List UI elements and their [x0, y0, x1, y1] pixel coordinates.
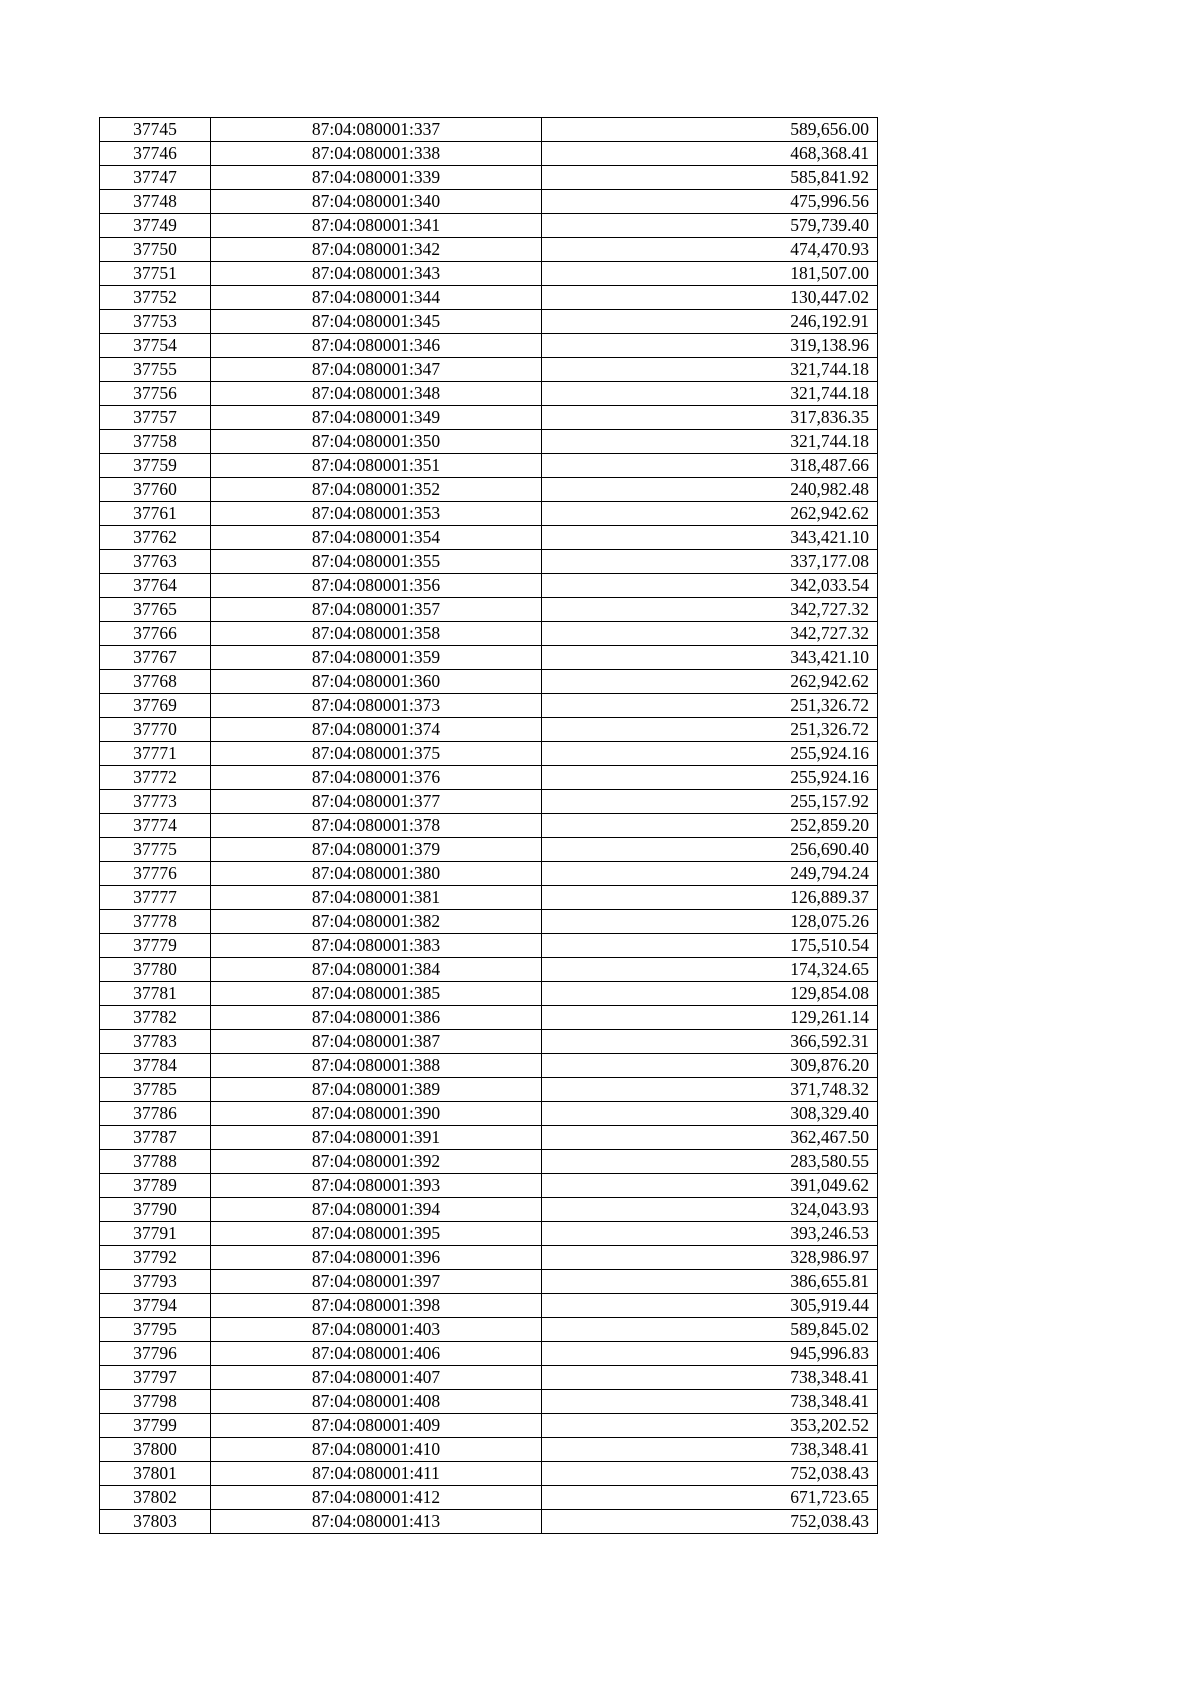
- row-number-cell: 37792: [100, 1246, 211, 1270]
- cadastral-value-cell: 366,592.31: [542, 1030, 878, 1054]
- table-row: [100, 1246, 878, 1270]
- cadastral-number-cell: 87:04:080001:340: [211, 190, 542, 214]
- cadastral-number-cell: 87:04:080001:389: [211, 1078, 542, 1102]
- row-number-cell: 37771: [100, 742, 211, 766]
- row-number-cell: 37776: [100, 862, 211, 886]
- cadastral-value-cell: 468,368.41: [542, 142, 878, 166]
- table-row: [100, 622, 878, 646]
- table-row: [100, 910, 878, 934]
- row-number-cell: 37798: [100, 1390, 211, 1414]
- cadastral-value-cell: 309,876.20: [542, 1054, 878, 1078]
- table-row: [100, 190, 878, 214]
- row-number-cell: 37750: [100, 238, 211, 262]
- table-row: [100, 550, 878, 574]
- row-number-cell: 37761: [100, 502, 211, 526]
- cadastral-number-cell: 87:04:080001:412: [211, 1486, 542, 1510]
- cadastral-value-cell: 579,739.40: [542, 214, 878, 238]
- row-number-cell: 37793: [100, 1270, 211, 1294]
- row-number-cell: 37787: [100, 1126, 211, 1150]
- table-row: [100, 1390, 878, 1414]
- table-row: [100, 1054, 878, 1078]
- cadastral-value-cell: 262,942.62: [542, 502, 878, 526]
- table-row: [100, 1174, 878, 1198]
- table-row: [100, 886, 878, 910]
- cadastral-value-cell: 128,075.26: [542, 910, 878, 934]
- cadastral-value-cell: 318,487.66: [542, 454, 878, 478]
- cadastral-value-cell: 328,986.97: [542, 1246, 878, 1270]
- table-row: [100, 766, 878, 790]
- cadastral-number-cell: 87:04:080001:339: [211, 166, 542, 190]
- table-row: [100, 502, 878, 526]
- table-row: [100, 1414, 878, 1438]
- cadastral-number-cell: 87:04:080001:360: [211, 670, 542, 694]
- table-row: [100, 1102, 878, 1126]
- table-row: [100, 1222, 878, 1246]
- cadastral-value-cell: 752,038.43: [542, 1510, 878, 1534]
- cadastral-value-cell: 255,924.16: [542, 742, 878, 766]
- cadastral-value-cell: 305,919.44: [542, 1294, 878, 1318]
- cadastral-value-cell: 308,329.40: [542, 1102, 878, 1126]
- cadastral-number-cell: 87:04:080001:347: [211, 358, 542, 382]
- cadastral-value-cell: 324,043.93: [542, 1198, 878, 1222]
- row-number-cell: 37762: [100, 526, 211, 550]
- cadastral-number-cell: 87:04:080001:388: [211, 1054, 542, 1078]
- cadastral-value-cell: 321,744.18: [542, 430, 878, 454]
- table-row: [100, 406, 878, 430]
- table-row: [100, 814, 878, 838]
- cadastral-number-cell: 87:04:080001:391: [211, 1126, 542, 1150]
- row-number-cell: 37799: [100, 1414, 211, 1438]
- cadastral-number-cell: 87:04:080001:344: [211, 286, 542, 310]
- row-number-cell: 37747: [100, 166, 211, 190]
- cadastral-value-cell: 255,924.16: [542, 766, 878, 790]
- cadastral-value-cell: 283,580.55: [542, 1150, 878, 1174]
- table-row: [100, 718, 878, 742]
- table-row: [100, 838, 878, 862]
- table-row: [100, 1438, 878, 1462]
- row-number-cell: 37760: [100, 478, 211, 502]
- cadastral-number-cell: 87:04:080001:397: [211, 1270, 542, 1294]
- cadastral-value-cell: 251,326.72: [542, 694, 878, 718]
- table-row: [100, 598, 878, 622]
- table-row: [100, 286, 878, 310]
- row-number-cell: 37746: [100, 142, 211, 166]
- cadastral-number-cell: 87:04:080001:381: [211, 886, 542, 910]
- cadastral-number-cell: 87:04:080001:359: [211, 646, 542, 670]
- row-number-cell: 37780: [100, 958, 211, 982]
- cadastral-number-cell: 87:04:080001:377: [211, 790, 542, 814]
- row-number-cell: 37745: [100, 118, 211, 142]
- cadastral-number-cell: 87:04:080001:346: [211, 334, 542, 358]
- table-row: [100, 310, 878, 334]
- cadastral-number-cell: 87:04:080001:348: [211, 382, 542, 406]
- table-row: [100, 982, 878, 1006]
- cadastral-value-cell: 343,421.10: [542, 646, 878, 670]
- cadastral-number-cell: 87:04:080001:394: [211, 1198, 542, 1222]
- row-number-cell: 37788: [100, 1150, 211, 1174]
- table-row: [100, 1126, 878, 1150]
- row-number-cell: 37770: [100, 718, 211, 742]
- cadastral-value-cell: 585,841.92: [542, 166, 878, 190]
- table-row: [100, 1198, 878, 1222]
- row-number-cell: 37757: [100, 406, 211, 430]
- table-row: [100, 670, 878, 694]
- row-number-cell: 37796: [100, 1342, 211, 1366]
- cadastral-value-cell: 319,138.96: [542, 334, 878, 358]
- cadastral-value-cell: 362,467.50: [542, 1126, 878, 1150]
- table-row: [100, 1030, 878, 1054]
- cadastral-number-cell: 87:04:080001:406: [211, 1342, 542, 1366]
- cadastral-value-cell: 475,996.56: [542, 190, 878, 214]
- table-row: [100, 118, 878, 142]
- row-number-cell: 37752: [100, 286, 211, 310]
- table-row: [100, 214, 878, 238]
- table-row: [100, 238, 878, 262]
- cadastral-value-cell: 174,324.65: [542, 958, 878, 982]
- cadastral-number-cell: 87:04:080001:353: [211, 502, 542, 526]
- cadastral-value-cell: 738,348.41: [542, 1438, 878, 1462]
- cadastral-number-cell: 87:04:080001:355: [211, 550, 542, 574]
- cadastral-number-cell: 87:04:080001:386: [211, 1006, 542, 1030]
- table-row: [100, 142, 878, 166]
- cadastral-number-cell: 87:04:080001:352: [211, 478, 542, 502]
- row-number-cell: 37801: [100, 1462, 211, 1486]
- cadastral-value-cell: 337,177.08: [542, 550, 878, 574]
- row-number-cell: 37794: [100, 1294, 211, 1318]
- cadastral-value-cell: 589,845.02: [542, 1318, 878, 1342]
- row-number-cell: 37774: [100, 814, 211, 838]
- cadastral-number-cell: 87:04:080001:409: [211, 1414, 542, 1438]
- row-number-cell: 37784: [100, 1054, 211, 1078]
- table-row: [100, 694, 878, 718]
- cadastral-value-cell: 256,690.40: [542, 838, 878, 862]
- cadastral-number-cell: 87:04:080001:375: [211, 742, 542, 766]
- table-row: [100, 1078, 878, 1102]
- row-number-cell: 37749: [100, 214, 211, 238]
- cadastral-number-cell: 87:04:080001:378: [211, 814, 542, 838]
- row-number-cell: 37777: [100, 886, 211, 910]
- cadastral-value-cell: 343,421.10: [542, 526, 878, 550]
- cadastral-number-cell: 87:04:080001:351: [211, 454, 542, 478]
- table-row: [100, 934, 878, 958]
- row-number-cell: 37751: [100, 262, 211, 286]
- cadastral-value-cell: 342,727.32: [542, 622, 878, 646]
- row-number-cell: 37785: [100, 1078, 211, 1102]
- cadastral-number-cell: 87:04:080001:382: [211, 910, 542, 934]
- table-row: [100, 166, 878, 190]
- row-number-cell: 37759: [100, 454, 211, 478]
- table-row: [100, 862, 878, 886]
- table-row: [100, 742, 878, 766]
- cadastral-value-cell: 175,510.54: [542, 934, 878, 958]
- table-row: [100, 478, 878, 502]
- cadastral-value-cell: 393,246.53: [542, 1222, 878, 1246]
- cadastral-value-cell: 262,942.62: [542, 670, 878, 694]
- cadastral-value-cell: 371,748.32: [542, 1078, 878, 1102]
- cadastral-number-cell: 87:04:080001:411: [211, 1462, 542, 1486]
- row-number-cell: 37753: [100, 310, 211, 334]
- cadastral-value-cell: 391,049.62: [542, 1174, 878, 1198]
- row-number-cell: 37765: [100, 598, 211, 622]
- cadastral-value-cell: 342,033.54: [542, 574, 878, 598]
- cadastral-value-cell: 240,982.48: [542, 478, 878, 502]
- row-number-cell: 37754: [100, 334, 211, 358]
- cadastral-number-cell: 87:04:080001:383: [211, 934, 542, 958]
- cadastral-number-cell: 87:04:080001:356: [211, 574, 542, 598]
- cadastral-number-cell: 87:04:080001:337: [211, 118, 542, 142]
- cadastral-number-cell: 87:04:080001:395: [211, 1222, 542, 1246]
- row-number-cell: 37791: [100, 1222, 211, 1246]
- cadastral-number-cell: 87:04:080001:373: [211, 694, 542, 718]
- cadastral-value-cell: 321,744.18: [542, 382, 878, 406]
- cadastral-value-cell: 246,192.91: [542, 310, 878, 334]
- row-number-cell: 37781: [100, 982, 211, 1006]
- cadastral-number-cell: 87:04:080001:385: [211, 982, 542, 1006]
- cadastral-value-cell: 738,348.41: [542, 1366, 878, 1390]
- row-number-cell: 37769: [100, 694, 211, 718]
- row-number-cell: 37782: [100, 1006, 211, 1030]
- cadastral-value-cell: 671,723.65: [542, 1486, 878, 1510]
- cadastral-number-cell: 87:04:080001:374: [211, 718, 542, 742]
- table-row: [100, 574, 878, 598]
- table-row: [100, 1510, 878, 1534]
- cadastral-number-cell: 87:04:080001:379: [211, 838, 542, 862]
- cadastral-number-cell: 87:04:080001:398: [211, 1294, 542, 1318]
- cadastral-value-cell: 321,744.18: [542, 358, 878, 382]
- cadastral-value-cell: 752,038.43: [542, 1462, 878, 1486]
- cadastral-number-cell: 87:04:080001:354: [211, 526, 542, 550]
- row-number-cell: 37779: [100, 934, 211, 958]
- table-row: [100, 1294, 878, 1318]
- cadastral-number-cell: 87:04:080001:349: [211, 406, 542, 430]
- table-row: [100, 1342, 878, 1366]
- cadastral-value-cell: 129,854.08: [542, 982, 878, 1006]
- row-number-cell: 37795: [100, 1318, 211, 1342]
- table-row: [100, 262, 878, 286]
- table-row: [100, 1270, 878, 1294]
- cadastral-value-cell: 353,202.52: [542, 1414, 878, 1438]
- cadastral-value-cell: 126,889.37: [542, 886, 878, 910]
- cadastral-number-cell: 87:04:080001:413: [211, 1510, 542, 1534]
- cadastral-number-cell: 87:04:080001:343: [211, 262, 542, 286]
- row-number-cell: 37755: [100, 358, 211, 382]
- cadastral-value-cell: 386,655.81: [542, 1270, 878, 1294]
- row-number-cell: 37773: [100, 790, 211, 814]
- row-number-cell: 37778: [100, 910, 211, 934]
- table-row: [100, 1006, 878, 1030]
- cadastral-value-cell: 130,447.02: [542, 286, 878, 310]
- cadastral-value-cell: 251,326.72: [542, 718, 878, 742]
- cadastral-number-cell: 87:04:080001:392: [211, 1150, 542, 1174]
- cadastral-number-cell: 87:04:080001:338: [211, 142, 542, 166]
- table-row: [100, 790, 878, 814]
- row-number-cell: 37789: [100, 1174, 211, 1198]
- cadastral-number-cell: 87:04:080001:410: [211, 1438, 542, 1462]
- table-row: [100, 958, 878, 982]
- row-number-cell: 37786: [100, 1102, 211, 1126]
- cadastral-value-cell: 181,507.00: [542, 262, 878, 286]
- row-number-cell: 37783: [100, 1030, 211, 1054]
- cadastral-value-cell: 129,261.14: [542, 1006, 878, 1030]
- row-number-cell: 37790: [100, 1198, 211, 1222]
- cadastral-number-cell: 87:04:080001:357: [211, 598, 542, 622]
- row-number-cell: 37767: [100, 646, 211, 670]
- table-body: [100, 118, 878, 1534]
- cadastral-number-cell: 87:04:080001:345: [211, 310, 542, 334]
- row-number-cell: 37775: [100, 838, 211, 862]
- row-number-cell: 37766: [100, 622, 211, 646]
- cadastral-value-cell: 945,996.83: [542, 1342, 878, 1366]
- cadastral-value-cell: 255,157.92: [542, 790, 878, 814]
- table-row: [100, 334, 878, 358]
- cadastral-number-cell: 87:04:080001:387: [211, 1030, 542, 1054]
- row-number-cell: 37803: [100, 1510, 211, 1534]
- cadastral-value-cell: 738,348.41: [542, 1390, 878, 1414]
- table-row: [100, 454, 878, 478]
- table-row: [100, 430, 878, 454]
- row-number-cell: 37764: [100, 574, 211, 598]
- cadastral-number-cell: 87:04:080001:341: [211, 214, 542, 238]
- cadastral-number-cell: 87:04:080001:358: [211, 622, 542, 646]
- cadastral-value-cell: 249,794.24: [542, 862, 878, 886]
- cadastral-number-cell: 87:04:080001:384: [211, 958, 542, 982]
- cadastral-number-cell: 87:04:080001:407: [211, 1366, 542, 1390]
- table-row: [100, 646, 878, 670]
- table-row: [100, 1150, 878, 1174]
- cadastral-value-cell: 342,727.32: [542, 598, 878, 622]
- row-number-cell: 37800: [100, 1438, 211, 1462]
- row-number-cell: 37772: [100, 766, 211, 790]
- cadastral-value-cell: 317,836.35: [542, 406, 878, 430]
- cadastral-value-cell: 589,656.00: [542, 118, 878, 142]
- cadastral-number-cell: 87:04:080001:403: [211, 1318, 542, 1342]
- row-number-cell: 37802: [100, 1486, 211, 1510]
- cadastral-value-cell: 252,859.20: [542, 814, 878, 838]
- table-row: [100, 358, 878, 382]
- row-number-cell: 37748: [100, 190, 211, 214]
- table-row: [100, 1318, 878, 1342]
- cadastral-number-cell: 87:04:080001:396: [211, 1246, 542, 1270]
- table-row: [100, 1486, 878, 1510]
- table-row: [100, 382, 878, 406]
- cadastral-number-cell: 87:04:080001:380: [211, 862, 542, 886]
- cadastral-number-cell: 87:04:080001:376: [211, 766, 542, 790]
- row-number-cell: 37797: [100, 1366, 211, 1390]
- cadastral-value-cell: 474,470.93: [542, 238, 878, 262]
- row-number-cell: 37756: [100, 382, 211, 406]
- table-row: [100, 526, 878, 550]
- table-row: [100, 1366, 878, 1390]
- cadastral-number-cell: 87:04:080001:350: [211, 430, 542, 454]
- cadastral-value-table: [99, 117, 878, 1534]
- table-row: [100, 1462, 878, 1486]
- cadastral-number-cell: 87:04:080001:390: [211, 1102, 542, 1126]
- cadastral-number-cell: 87:04:080001:408: [211, 1390, 542, 1414]
- cadastral-number-cell: 87:04:080001:342: [211, 238, 542, 262]
- cadastral-number-cell: 87:04:080001:393: [211, 1174, 542, 1198]
- row-number-cell: 37768: [100, 670, 211, 694]
- row-number-cell: 37763: [100, 550, 211, 574]
- row-number-cell: 37758: [100, 430, 211, 454]
